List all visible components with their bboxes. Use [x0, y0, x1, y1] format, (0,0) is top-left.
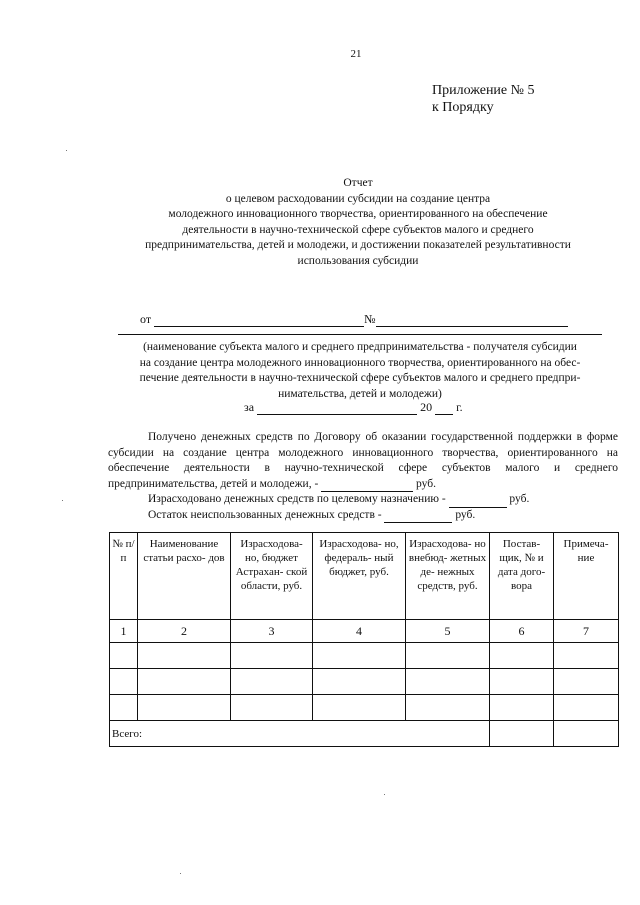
expense-table — [109, 532, 619, 747]
header-cell-item: Наименование статьи расхо- дов — [138, 533, 231, 620]
table-cell[interactable] — [313, 695, 406, 721]
year-suffix: г. — [456, 400, 463, 414]
table-row — [110, 643, 619, 669]
column-number-cell: 7 — [554, 620, 619, 643]
table-cell[interactable] — [231, 669, 313, 695]
column-number-cell: 2 — [138, 620, 231, 643]
subject-caption — [104, 340, 616, 402]
header-cell-number: № п/п — [110, 533, 138, 620]
received-paragraph — [108, 430, 618, 492]
received-text: Получено денежных средств по Договору об оказании государственной поддержки в форме субсидии на создание центра молодежного инновационного творчества, ориентированного на обеспечение деятельности в научно-технической сфере субъектов малого и среднего предпринимательства, детей и молодежи, - — [108, 431, 618, 490]
report-title — [90, 176, 626, 269]
column-number-cell: 1 — [110, 620, 138, 643]
table-cell[interactable] — [313, 669, 406, 695]
title-line: предпринимательства, детей и молодежи, и достижении показателей результативности — [145, 239, 571, 251]
header-cell-federal-budget: Израсходова- но, федераль- ный бюджет, руб. — [313, 533, 406, 620]
title-line: использования субсидии — [297, 254, 419, 267]
table-cell[interactable] — [554, 643, 619, 669]
table-cell[interactable] — [554, 669, 619, 695]
header-cell-extrabudgetary: Израсходова- но внебюд- жетных де- нежных средств, руб. — [406, 533, 490, 620]
column-number-cell: 5 — [406, 620, 490, 643]
table-cell[interactable] — [138, 643, 231, 669]
caption-line: (наименование субъекта малого и среднего предпринимательства - получателя субсидии — [143, 341, 577, 353]
table-cell[interactable] — [554, 695, 619, 721]
year-field[interactable] — [435, 402, 453, 415]
title-line: молодежного инновационного творчества, ориентированного на обеспечение — [168, 208, 548, 220]
caption-line: нимательства, детей и молодежи) — [278, 387, 442, 400]
column-number-cell: 4 — [313, 620, 406, 643]
header-cell-note: Примеча- ние — [554, 533, 619, 620]
header-cell-regional-budget: Израсходова- но, бюджет Астрахан- ской области, руб. — [231, 533, 313, 620]
table-cell[interactable] — [138, 669, 231, 695]
table-cell[interactable] — [110, 669, 138, 695]
received-unit: руб. — [416, 477, 436, 490]
date-field[interactable] — [154, 314, 364, 327]
spent-text: Израсходовано денежных средств по целевому назначению - — [148, 493, 446, 505]
period-prefix: за — [244, 400, 255, 414]
balance-unit: руб. — [455, 508, 476, 521]
balance-amount-field[interactable] — [384, 510, 452, 523]
number-field[interactable] — [376, 314, 568, 327]
table-cell[interactable] — [138, 695, 231, 721]
subject-name-field[interactable] — [118, 334, 602, 335]
date-number-line — [140, 312, 568, 327]
total-label: Всего: — [110, 721, 490, 747]
table-row — [110, 669, 619, 695]
table-cell[interactable] — [313, 643, 406, 669]
spent-amount-field[interactable] — [449, 495, 507, 508]
received-amount-field[interactable] — [321, 479, 413, 492]
table-header-row — [110, 533, 619, 620]
table-cell[interactable] — [406, 695, 490, 721]
column-number-row — [110, 620, 619, 643]
period-line — [244, 400, 463, 415]
title-line: о целевом расходовании субсидии на создание центра — [225, 192, 491, 205]
period-field[interactable] — [257, 402, 417, 415]
appendix-line-1: Приложение № 5 — [432, 83, 535, 98]
caption-line: на создание центра молодежного инновационного творчества, ориентированного на обес- — [139, 356, 581, 369]
title-heading: Отчет — [343, 177, 373, 189]
appendix-line-2: к Порядку — [432, 100, 494, 115]
column-number-cell: 3 — [231, 620, 313, 643]
scan-speck — [66, 150, 67, 151]
total-supplier-cell[interactable] — [490, 721, 554, 747]
title-line: деятельности в научно-технической сфере субъектов малого и среднего — [182, 223, 534, 236]
table-row — [110, 695, 619, 721]
appendix-heading — [432, 82, 535, 116]
scan-speck — [180, 873, 181, 874]
report-body — [108, 430, 618, 523]
table-cell[interactable] — [406, 643, 490, 669]
year-prefix: 20 — [420, 400, 433, 414]
from-label: от — [140, 312, 152, 326]
scan-speck — [62, 500, 63, 501]
table-cell[interactable] — [231, 695, 313, 721]
caption-line: печение деятельности в научно-технической сфере субъектов малого и среднего предпри- — [139, 372, 581, 384]
table-cell[interactable] — [490, 695, 554, 721]
table-cell[interactable] — [231, 643, 313, 669]
column-number-cell: 6 — [490, 620, 554, 643]
total-row — [110, 721, 619, 747]
table-cell[interactable] — [110, 695, 138, 721]
header-cell-supplier: Постав- щик, № и дата дого- вора — [490, 533, 554, 620]
balance-text: Остаток неиспользованных денежных средств - — [148, 508, 382, 521]
spent-paragraph — [108, 492, 618, 508]
balance-paragraph — [108, 508, 618, 524]
table-cell[interactable] — [490, 643, 554, 669]
table-cell[interactable] — [406, 669, 490, 695]
table-cell[interactable] — [110, 643, 138, 669]
table-cell[interactable] — [490, 669, 554, 695]
scan-speck — [384, 794, 385, 795]
spent-unit: руб. — [509, 493, 530, 505]
number-label: № — [364, 312, 376, 326]
page-number: 21 — [350, 48, 362, 60]
total-note-cell[interactable] — [554, 721, 619, 747]
